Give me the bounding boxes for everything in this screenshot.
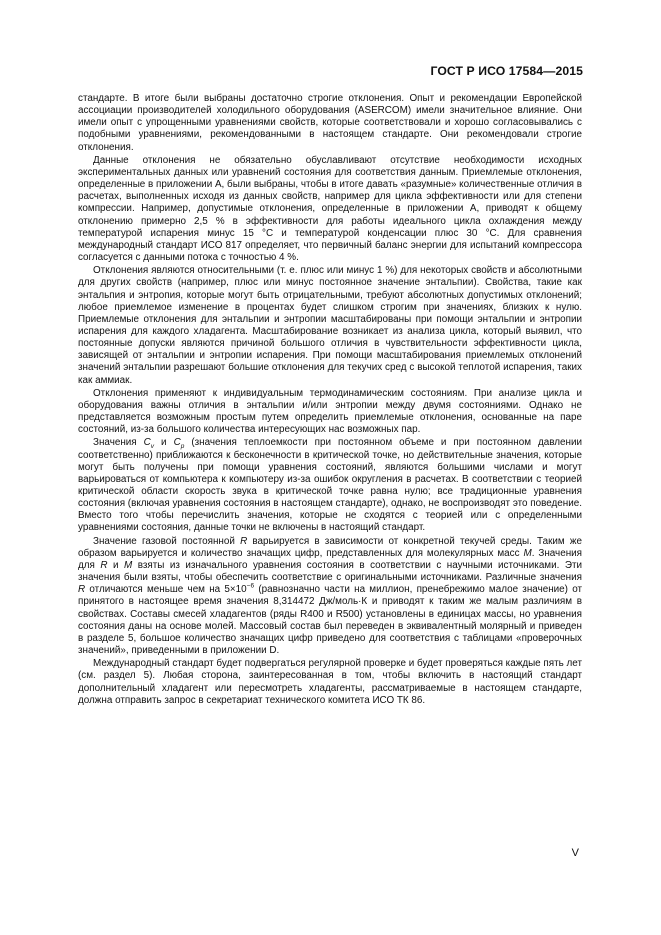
paragraph-3: Отклонения являются относительными (т. е. плюс или минус 1 %) для некоторых свойств и абсолютными для других свойств (например, плюс или минус постоянное значение энтальпии). Свойства, такие как энтальпия и энтропия, которые могут быть отрицательными, требуют абсолютных допустимых отклонений; любое приемлемое изменение в процентах будет слишком строгим при значениях, близких к нулю. Приемлемые отклонения для энтальпии и энтропии масштабированы при помощи энтальпии и энтропии испарения для каждого хладагента. Масштабирование возникает из анализа цикла, который выявил, что постоянные допуски являются причиной большого отличия в чувствительности эффективности цикла, зависящей от энтальпии и энтропии испарения. При помощи масштабирования приемлемых отклонений значений энтальпии разрешают большие отклонения для текучих сред с высокой теплотой испарения, таких как аммиак.	[78, 265, 582, 386]
symbol-m: M	[124, 559, 133, 571]
paragraph-5-text: (значения теплоемкости при постоянном объеме и при постоянном давлении соответственно) приближаются к бесконечности в критической точке, но действительные значения, которые могут быть получены при помощи уравнения состояний, являются большими числами и могут варьироваться от компьютера к компьютеру из-за ошибок округления в расчетах. В соответствии с теорией критической области скорость звука в критической точке равна нулю; все традиционные уравнения состояния (включая уравнения состояния в настоящем стандарте), однако, не воспроизводят это поведение. Вместо того чтобы перечислить значения, которые не сходятся с теорией или с определенными уравнениями состояния, данные точки не включены в настоящий стандарт.	[78, 437, 583, 534]
symbol-m: M	[523, 547, 532, 559]
conjunction: и	[161, 437, 167, 449]
symbol-r: R	[78, 584, 86, 596]
paragraph-6: Значение газовой постоянной R варьируется в зависимости от конкретной текучей среды. Таким же образом варьируется и количество значащих цифр, представленных для молекулярных масс M. Значения для R и M взяты из изначального уравнения состояния в соответствии с научными источниками. Эти значения были взяты, чтобы обеспечить соответствие с оригинальными источниками. Различные значения R отличаются меньше чем на $5\times 10^{-6}$ (равнозначно части на миллион, пренебрежимо малое значение) от принятого в настоящее время значения 8,314472 Дж/моль·К и приводят к таким же малым различиям в свойствах. Составы смесей хладагентов (ряды R400 и R500) установлены в единицах массы, но уравнения состояния даны на основе молей. Массовый состав был переведен в эквивалентный молярный и приведен в разделе 5, большое количество значащих цифр приведено для соответствия с таблицами «проверочных значений», приведенными в приложении D.	[78, 535, 583, 657]
symbol-cv: $C_v$	[143, 437, 155, 451]
document-header: ГОСТ Р ИСО 17584—2015	[430, 64, 583, 78]
paragraph-2: Данные отклонения не обязательно обуславливают отсутствие необходимости исходных экспериментальных данных или уравнений состояния для соответствия данным. Приемлемые отклонения, определенные в приложении А, были выбраны, чтобы в итоге давать «разумные» количественные отличия в расчетах, выполненных исходя из данных свойств, например для цикла эффективности или для степени компрессии. Например, допустимые отклонения, определенные в приложении А, приводят к общему отклонению примерно 2,5 % в эффективности для работы идеального цикла охлаждения между температурой испарения минус 15 °С и температурой конденсации плюс 30 °С. Для сравнения международный стандарт ИСО 817 определяет, что первичный баланс энергии для испытаний компрессора согласуется с данными потока с точностью 4 %.	[78, 154, 582, 264]
symbol-r: R	[100, 559, 108, 571]
paragraph-4: Отклонения применяют к индивидуальным термодинамическим состояниям. При анализе цикла и оборудования важны отличия в энтальпии и/или энтропии между двумя состояниями. Однако не представляется возможным простым путем определить приемлемые отклонения, основанные на паре состояний, из-за большого количества интересующих нас возможных пар.	[78, 387, 582, 436]
paragraph-1: стандарте. В итоге были выбраны достаточно строгие отклонения. Опыт и рекомендации Европейской ассоциации производителей холодильного оборудования (ASERCOM) имели значительное влияние. Они имели опыт с упрощенными уравнениями свойств, которые соответствовали и хорошо согласовывались с подобными уравнениями, рекомендованными в настоящем стандарте. Они рекомендовали строгие отклонения.	[78, 93, 582, 153]
symbol-cp: $C_p$	[173, 437, 185, 451]
paragraph-5-prefix: Значения	[93, 437, 137, 449]
page-number: V	[571, 847, 579, 859]
exponent: −6	[246, 582, 255, 590]
paragraph-7: Международный стандарт будет подвергаться регулярной проверке и будет проверяться каждые пять лет (см. раздел 5). Любая сторона, заинтересованная в том, чтобы включить в настоящий стандарт дополнительный хладагент или пересмотреть хладагенты, рассматриваемые в настоящем стандарте, должна отправить запрос в секретариат технического комитета ИСО ТК 86.	[78, 658, 582, 706]
document-body	[78, 93, 582, 707]
symbol-r: R	[240, 535, 248, 547]
paragraph-5	[78, 437, 582, 534]
